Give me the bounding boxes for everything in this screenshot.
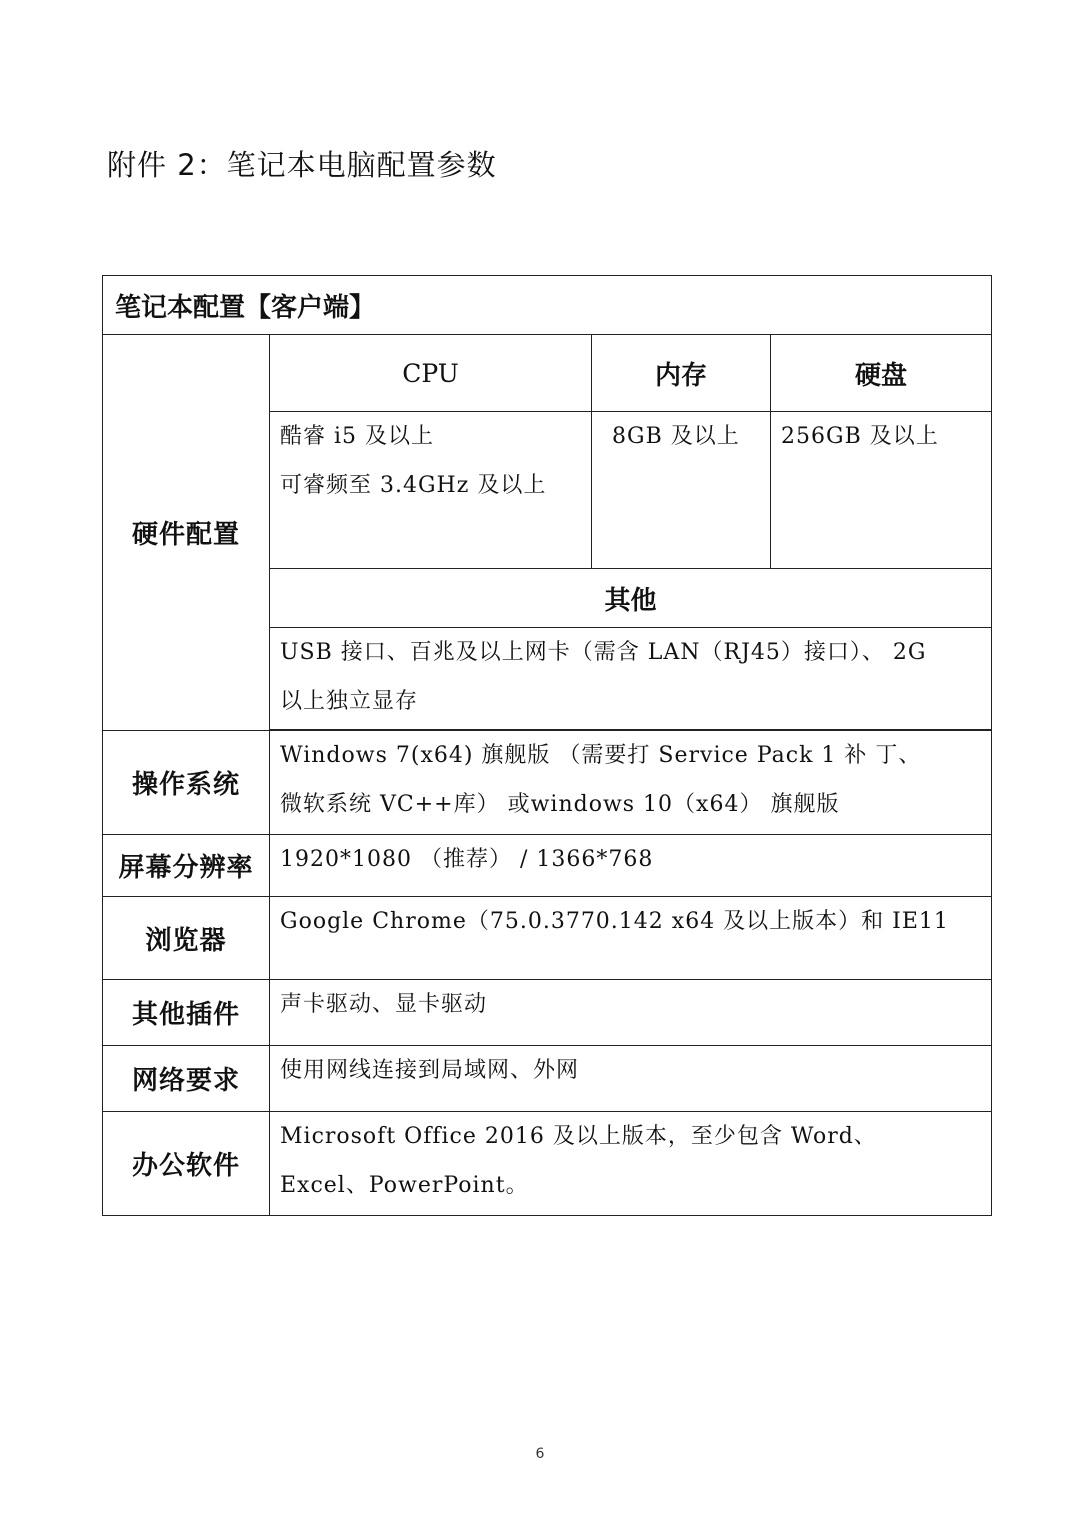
row-label-resolution: 屏幕分辨率 bbox=[103, 835, 270, 897]
memory-value-text: 8GB 及以上 bbox=[612, 424, 740, 449]
other-value-line: 以上独立显存 bbox=[280, 689, 419, 714]
table-header bbox=[103, 276, 992, 335]
office-value-line: Microsoft Office 2016 及以上版本，至少包含 Word、 bbox=[280, 1124, 877, 1149]
disk-value-text: 256GB 及以上 bbox=[781, 424, 939, 449]
disk-value bbox=[771, 412, 992, 569]
row-label-office: 办公软件 bbox=[103, 1112, 270, 1216]
table-header-text: 笔记本配置【客户端】 bbox=[115, 292, 376, 323]
other-value bbox=[270, 628, 992, 730]
browser-value-text: Google Chrome（75.0.3770.142 x64 及以上版本）和 IE11 bbox=[280, 909, 949, 934]
plugins-value bbox=[270, 980, 992, 1046]
col-header-cpu: CPU bbox=[270, 335, 592, 412]
cpu-value-line: 酷睿 i5 及以上 bbox=[280, 424, 435, 449]
row-label-network: 网络要求 bbox=[103, 1046, 270, 1112]
os-value bbox=[270, 731, 992, 835]
resolution-value bbox=[270, 835, 992, 897]
os-value-line: 微软系统 VC++库） 或windows 10（x64） 旗舰版 bbox=[280, 792, 840, 817]
cpu-value-line: 可睿频至 3.4GHz 及以上 bbox=[280, 473, 547, 498]
row-label-browser: 浏览器 bbox=[103, 897, 270, 980]
os-value-line: Windows 7(x64) 旗舰版 （需要打 Service Pack 1 补 丁、 bbox=[280, 743, 922, 768]
row-label-os: 操作系统 bbox=[103, 731, 270, 835]
plugins-value-text: 声卡驱动、显卡驱动 bbox=[280, 992, 488, 1017]
browser-value bbox=[270, 897, 992, 980]
col-header-memory: 内存 bbox=[592, 335, 771, 412]
other-value-line: USB 接口、百兆及以上网卡（需含 LAN（RJ45）接口）、 2G bbox=[280, 640, 927, 665]
page-title: 附件 2：笔记本电脑配置参数 bbox=[107, 148, 497, 182]
page-number: 6 bbox=[535, 1446, 545, 1462]
memory-value bbox=[592, 412, 771, 569]
network-value-text: 使用网线连接到局域网、外网 bbox=[280, 1058, 580, 1083]
config-table bbox=[102, 275, 992, 1216]
office-value-line: Excel、PowerPoint。 bbox=[280, 1173, 529, 1198]
other-label: 其他 bbox=[270, 569, 992, 628]
col-header-disk: 硬盘 bbox=[771, 335, 992, 412]
office-value bbox=[270, 1112, 992, 1216]
row-label-hardware: 硬件配置 bbox=[103, 335, 270, 731]
resolution-value-text: 1920*1080 （推荐） / 1366*768 bbox=[280, 847, 654, 872]
cpu-value bbox=[270, 412, 592, 569]
network-value bbox=[270, 1046, 992, 1112]
row-label-plugins: 其他插件 bbox=[103, 980, 270, 1046]
